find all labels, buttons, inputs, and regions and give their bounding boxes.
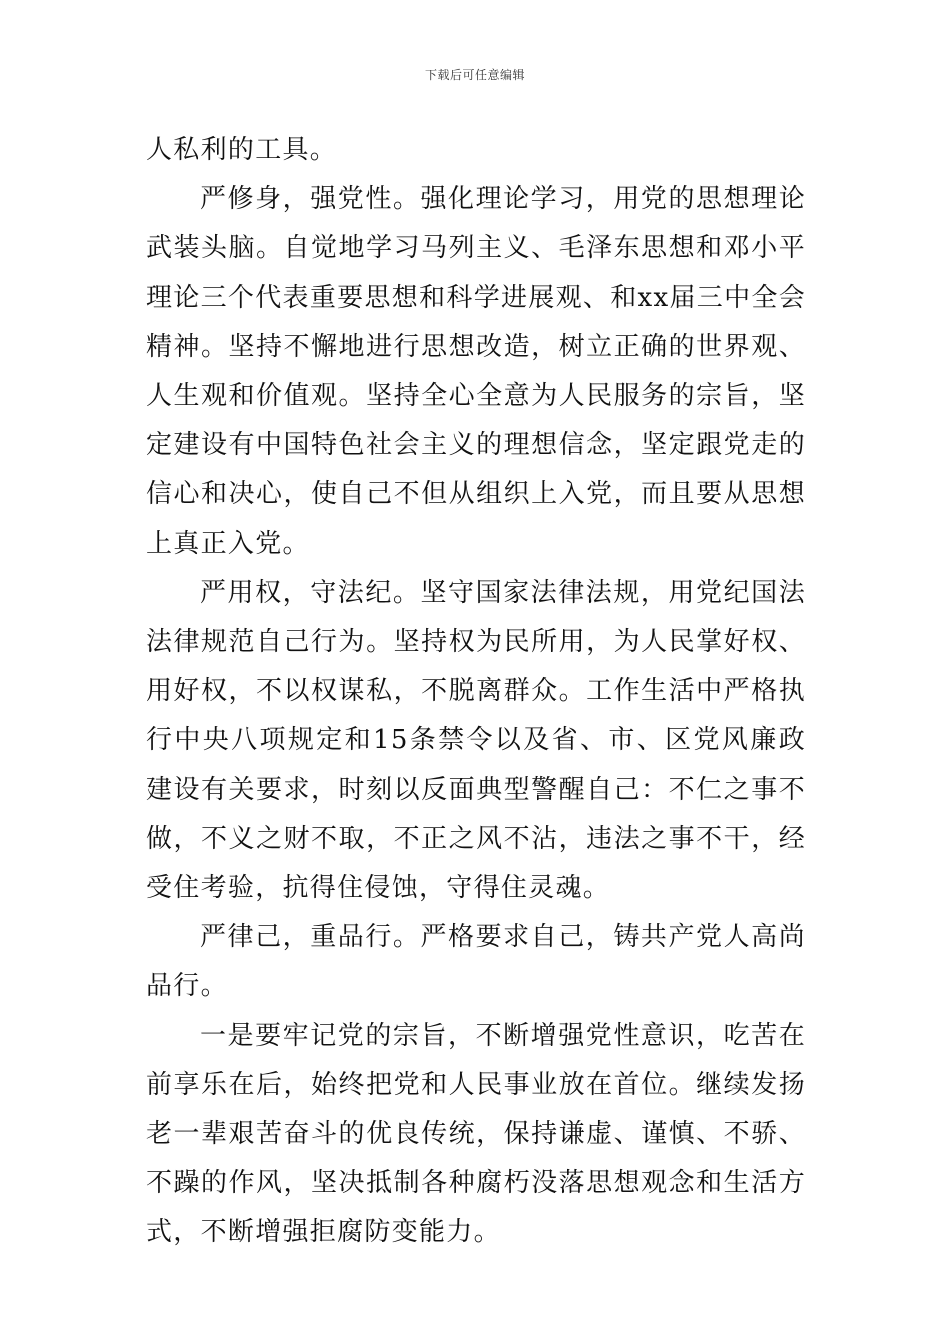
paragraph-self-cultivation: 严修身，强党性。强化理论学习，用党的思想理论武装头脑。自觉地学习马列主义、毛泽东思想和邓小平理论三个代表重要思想和科学进展观、和xx届三中全会精神。坚持不懈地进行思想改造，树立正确的世界观、人生观和价值观。坚持全心全意为人民服务的宗旨，坚定建设有中国特色社会主义的理想信念，坚定跟党走的信心和决心，使自己不但从组织上入党，而且要从思想上真正入党。: [146, 184, 806, 559]
paragraph-self-discipline: 严律己，重品行。严格要求自己，铸共产党人高尚品行。: [146, 922, 806, 1002]
paragraph-use-of-power: 严用权，守法纪。坚守国家法律法规，用党纪国法法律规范自己行为。坚持权为民所用，为人民掌好权、用好权，不以权谋私，不脱离群众。工作生活中严格执行中央八项规定和15条禁令以及省、市、区党风廉政建设有关要求，时刻以反面典型警醒自己：不仁之事不做，不义之财不取，不正之风不沾，违法之事不干，经受住考验，抗得住侵蚀，守得住灵魂。: [146, 577, 806, 904]
page-header: 下载后可任意编辑: [424, 68, 525, 82]
document-body: [146, 126, 806, 1258]
paragraph-point-one: 一是要牢记党的宗旨，不断增强党性意识，吃苦在前享乐在后，始终把党和人民事业放在首位。继续发扬老一辈艰苦奋斗的优良传统，保持谦虚、谨慎、不骄、不躁的作风，坚决抵制各种腐朽没落思想观念和生活方式，不断增强拒腐防变能力。: [146, 1020, 806, 1248]
paragraph-continuation: 人私利的工具。: [146, 135, 338, 165]
